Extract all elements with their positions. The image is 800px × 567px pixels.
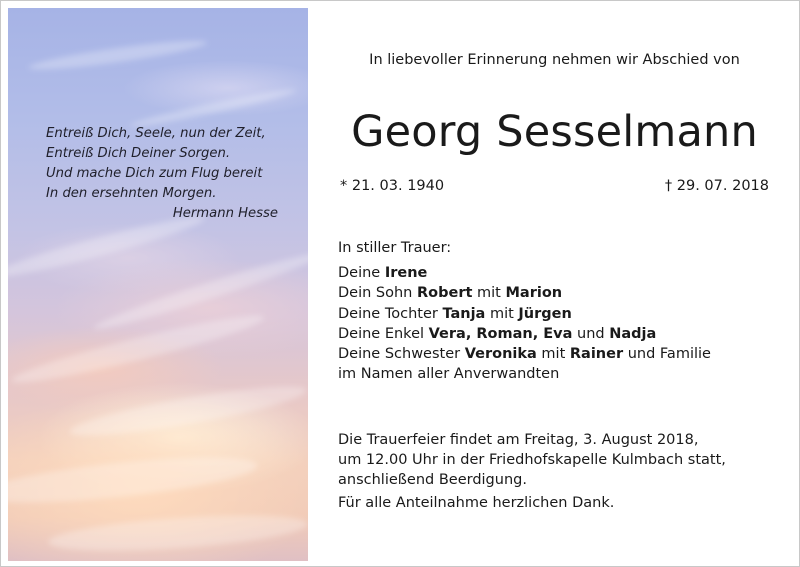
notice-content (308, 1, 800, 567)
mourner-line (338, 263, 788, 283)
mourner-line (338, 304, 788, 324)
mourner-line: im Namen aller Anverwandten (338, 366, 560, 383)
mourner-name: Rainer (569, 346, 624, 363)
mourner-connector: mit (485, 305, 519, 322)
intro-text: In liebevoller Erinnerung nehmen wir Abschied von (369, 52, 740, 68)
birth-date: * 21. 03. 1940 (340, 178, 445, 194)
poem-line: Entreiß Dich Deiner Sorgen. (46, 146, 231, 161)
sky-image (8, 8, 308, 561)
mourner-connector: mit (472, 285, 506, 302)
service-info (338, 430, 788, 491)
mourner-relation: Dein Sohn (338, 285, 417, 302)
mourner-name: Tanja (442, 305, 486, 322)
mourners-heading: In stiller Trauer: (338, 240, 452, 256)
mourner-name: Marion (505, 285, 563, 302)
mourner-line (338, 283, 788, 303)
mourner-line (338, 344, 788, 364)
death-date: † 29. 07. 2018 (664, 178, 769, 194)
service-line: um 12.00 Uhr in der Friedhofskapelle Kulmbach statt, (338, 452, 726, 469)
service-line: anschließend Beerdigung. (338, 472, 527, 489)
mourner-name: Vera, Roman, Eva (428, 325, 573, 342)
mourner-relation: Deine (338, 265, 385, 282)
mourner-name: Irene (384, 265, 428, 282)
mourner-connector: und Familie (623, 346, 711, 363)
mourners-list (338, 238, 788, 384)
mourner-name: Jürgen (518, 305, 572, 322)
mourner-relation: Deine Schwester (338, 346, 465, 363)
deceased-name: Georg Sesselmann (351, 107, 758, 157)
poem-line: In den ersehnten Morgen. (46, 186, 217, 201)
mourner-relation: Deine Tochter (338, 305, 443, 322)
mourner-line (338, 324, 788, 344)
service-line: Die Trauerfeier findet am Freitag, 3. August 2018, (338, 432, 699, 448)
mourner-name: Nadja (609, 325, 657, 342)
mourner-name: Robert (416, 285, 473, 302)
poem-author: Hermann Hesse (172, 206, 278, 221)
poem (46, 124, 286, 224)
mourner-connector: und (572, 325, 610, 342)
thanks-text: Für alle Anteilnahme herzlichen Dank. (338, 495, 615, 511)
poem-line: Entreiß Dich, Seele, nun der Zeit, (46, 126, 266, 141)
mourner-relation: Deine Enkel (338, 325, 429, 342)
poem-line: Und mache Dich zum Flug bereit (46, 166, 263, 181)
mourner-name: Veronika (464, 346, 537, 363)
mourner-connector: mit (536, 346, 570, 363)
